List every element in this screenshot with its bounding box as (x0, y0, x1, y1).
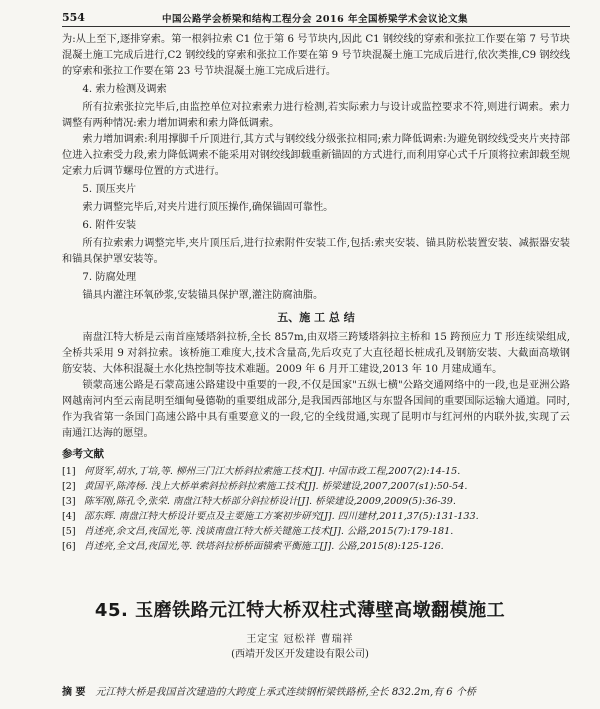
article-title: 45. 玉磨铁路元江特大桥双柱式薄壁高墩翻模施工 (94, 600, 506, 621)
reference-item (62, 494, 570, 509)
reference-number: [5] (62, 526, 76, 537)
paragraph-7: 锚具内灌注环氧砂浆,安装锚具保护罩,灌注防腐油脂。 (82, 290, 324, 301)
reference-text: 何贤军,胡水,丁培,等. 柳州三门江大桥斜拉索施工技术[J]. 中国市政工程,2007(2):14-15. (84, 466, 461, 477)
subheading-7: 7. 防腐处理 (82, 272, 137, 283)
reference-number: [4] (62, 511, 76, 522)
reference-item (62, 539, 570, 554)
reference-item (62, 479, 570, 494)
body-text (62, 32, 570, 554)
reference-text: 邵东辉. 南盘江特大桥设计要点及主要施工方案初步研究[J]. 四川建材,2011,37(5):131-133. (84, 511, 479, 522)
article-authors: 王定宝 冠松祥 曹瑞祥 (246, 634, 354, 645)
reference-number: [6] (62, 541, 76, 552)
paragraph-intro: 为:从上至下,逐排穿索。第一根斜拉索 C1 位于第 6 号节块内,因此 C1 钢绞线的穿索和张拉工作要在第 7 号节块混凝土施工完成后进行,C2 钢绞线的穿索和张拉工作要在第 9 号节块混凝土施工完成后进行,依次类推,C9 钢绞线的穿索和张拉工作要在第 23 号节块混凝土施工完成后进行。 (62, 34, 570, 77)
reference-list (62, 464, 570, 554)
paragraph-4b: 索力增加调索:利用撑脚千斤顶进行,其方式与钢绞线分级张拉相同;索力降低调索:为避免钢绞线受夹片夹持部位进入拉索受力段,索力降低调索不能采用对钢绞线卸载重新锚固的方式进行,而利用穿心式千斤顶将拉索卸载至规定索力后调节螺母位置的方式进行。 (62, 134, 570, 177)
page-number: 554 (62, 11, 85, 24)
subheading-4: 4. 索力检测及调索 (82, 84, 167, 95)
reference-item (62, 464, 570, 479)
reference-number: [3] (62, 496, 76, 507)
reference-text: 陈军刚,陈孔令,张荣. 南盘江特大桥部分斜拉桥设计[J]. 桥梁建设,2009,2009(5):36-39. (84, 496, 456, 507)
abstract-text: 元江特大桥是我国首次建造的大跨度上承式连续钢桁梁铁路桥,全长 832.2m,有 6 个桥 (95, 687, 476, 698)
abstract (62, 683, 570, 698)
subheading-5: 5. 顶压夹片 (82, 184, 137, 195)
section-title-summary: 五、施 工 总 结 (277, 311, 355, 324)
reference-number: [2] (62, 481, 76, 492)
paragraph-summary-2: 锁蒙高速公路是石蒙高速公路建设中重要的一段,不仅是国家"五纵七横"公路交通网络中的一段,也是亚洲公路网越南河内至云南昆明至缅甸曼德勒的重要组成部分,是我国西部地区与东盟各国间的重要国际运输大通道。同时,作为我省第一条国门高速公路中具有重要意义的一段,它的全线贯通,实现了昆明市与红河州的内联外拔,实现了云南通江达海的愿望。 (62, 380, 570, 439)
reference-item (62, 509, 570, 524)
paragraph-6: 所有拉索索力调整完毕,夹片顶压后,进行拉索附件安装工作,包括:索夹安装、锚具防松装置安装、减振器安装和锚具保护罩安装等。 (62, 238, 570, 265)
reference-number: [1] (62, 466, 76, 477)
paragraph-5: 索力调整完毕后,对夹片进行顶压操作,确保锚固可靠性。 (82, 202, 334, 213)
paragraph-4a: 所有拉索张拉完毕后,由监控单位对拉索索力进行检测,若实际索力与设计或监控要求不符,则进行调索。索力调整有两种情况:索力增加调索和索力降低调索。 (62, 102, 570, 129)
article-affiliation: (西靖开发区开发建设有限公司) (231, 649, 369, 660)
journal-title: 中国公路学会桥梁和结构工程分会 2016 年全国桥梁学术会议论文集 (162, 14, 469, 25)
references-heading: 参考文献 (62, 448, 104, 460)
reference-text: 肖述亮,余文昌,夜国光,等. 浅谈南盘江特大桥关键施工技术[J]. 公路,2015(7):179-181. (84, 526, 454, 537)
reference-item (62, 524, 570, 539)
running-header (62, 10, 570, 27)
reference-text: 黄国平,陈涛杨. 浅上大桥单索斜拉桥斜拉索施工技术[J]. 桥梁建设,2007,2007(s1):50-54. (84, 481, 468, 492)
reference-text: 肖述亮,全文昌,夜国光,等. 铁塔斜拉桥桥面锚索平衡施工[J]. 公路,2015(8):125-126. (84, 541, 444, 552)
paragraph-summary-1: 南盘江特大桥是云南首座矮塔斜拉桥,全长 857m,由双塔三跨矮塔斜拉主桥和 15 跨预应力 T 形连续梁组成,全桥共采用 9 对斜拉索。该桥施工难度大,技术含量高,先后攻克了大直径超长桩成孔及钢筋安装、大截面高墩钢筋安装、大体积混凝土水化热控制等技术难题。2009 年 6 月开工建设,2013 年 10 月建成通车。 (62, 332, 570, 375)
abstract-label: 摘 要 (62, 687, 86, 698)
subheading-6: 6. 附件安装 (82, 220, 137, 231)
